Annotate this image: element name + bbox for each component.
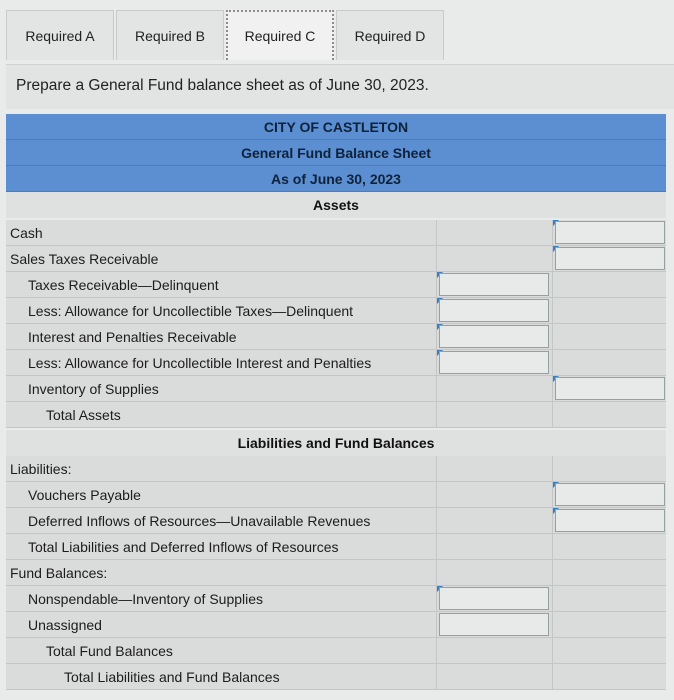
inventory-amount-input[interactable] — [555, 377, 665, 400]
row-label: Sales Taxes Receivable — [10, 251, 159, 267]
row-total-liabilities-deferred — [6, 534, 666, 560]
row-cash — [6, 220, 666, 246]
row-nonspendable — [6, 586, 666, 612]
row-label: Less: Allowance for Uncollectible Interest and Penalties — [28, 355, 372, 371]
row-total-fund-balances — [6, 638, 666, 664]
instruction-text: Prepare a General Fund balance sheet as of June 30, 2023. — [16, 77, 429, 94]
cell-col-a — [436, 402, 550, 428]
vouchers-amount-input[interactable] — [555, 483, 665, 506]
row-label: Total Fund Balances — [46, 643, 173, 659]
cell-col-a — [436, 560, 550, 586]
row-label: Vouchers Payable — [28, 487, 141, 503]
row-label: Total Liabilities and Fund Balances — [64, 669, 280, 685]
cell-col-b — [552, 220, 666, 246]
nonspendable-amount-input[interactable] — [439, 587, 549, 610]
cell-col-b — [552, 586, 666, 612]
row-vouchers-payable — [6, 482, 666, 508]
cell-col-b — [552, 560, 666, 586]
cell-col-b — [552, 298, 666, 324]
cell-col-b — [552, 456, 666, 482]
cell-col-a — [436, 508, 550, 534]
row-label: Cash — [10, 225, 43, 241]
row-total-liabilities-fund-balances — [6, 664, 666, 690]
row-inventory — [6, 376, 666, 402]
cell-col-b — [552, 638, 666, 664]
row-label: Less: Allowance for Uncollectible Taxes—Delinquent — [28, 303, 354, 319]
row-total-assets — [6, 402, 666, 428]
row-label: Inventory of Supplies — [28, 381, 159, 397]
row-label: Taxes Receivable—Delinquent — [28, 277, 219, 293]
cell-col-a — [436, 586, 550, 612]
cash-amount-input[interactable] — [555, 221, 665, 244]
cell-col-b — [552, 664, 666, 690]
deferred-amount-input[interactable] — [555, 509, 665, 532]
cell-col-a — [436, 298, 550, 324]
row-label: Nonspendable—Inventory of Supplies — [28, 591, 264, 607]
cell-col-b — [552, 508, 666, 534]
row-label: Total Liabilities and Deferred Inflows of Resources — [28, 539, 339, 555]
row-unassigned — [6, 612, 666, 638]
cell-col-a — [436, 482, 550, 508]
row-fund-balances-header — [6, 560, 666, 586]
cell-col-a — [436, 272, 550, 298]
statement-date: As of June 30, 2023 — [6, 166, 666, 192]
tab-required-a[interactable]: Required A — [6, 10, 114, 60]
tab-required-b[interactable]: Required B — [116, 10, 224, 60]
row-label: Fund Balances: — [10, 565, 108, 581]
cell-col-a — [436, 246, 550, 272]
cell-col-b — [552, 402, 666, 428]
liabilities-fund-balances-heading: Liabilities and Fund Balances — [6, 430, 666, 456]
cell-col-a — [436, 324, 550, 350]
allowance-interest-amount-input[interactable] — [439, 351, 549, 374]
row-interest-penalties — [6, 324, 666, 350]
taxes-delinquent-amount-input[interactable] — [439, 273, 549, 296]
cell-col-a — [436, 220, 550, 246]
row-liabilities-header — [6, 456, 666, 482]
cell-col-b — [552, 350, 666, 376]
row-label: Liabilities: — [10, 461, 72, 477]
tab-bar — [6, 10, 446, 62]
row-allowance-interest — [6, 350, 666, 376]
cell-col-b — [552, 246, 666, 272]
cell-col-b — [552, 324, 666, 350]
cell-col-b — [552, 376, 666, 402]
cell-col-a — [436, 534, 550, 560]
row-sales-taxes — [6, 246, 666, 272]
tab-required-c[interactable]: Required C — [226, 10, 334, 60]
row-label: Unassigned — [28, 617, 102, 633]
tab-required-d[interactable]: Required D — [336, 10, 444, 60]
row-label: Total Assets — [46, 407, 121, 423]
row-label: Deferred Inflows of Resources—Unavailable Revenues — [28, 513, 371, 529]
interest-penalties-amount-input[interactable] — [439, 325, 549, 348]
row-label: Interest and Penalties Receivable — [28, 329, 237, 345]
cell-col-a — [436, 350, 550, 376]
row-taxes-delinquent — [6, 272, 666, 298]
cell-col-a — [436, 376, 550, 402]
entity-title: CITY OF CASTLETON — [6, 114, 666, 140]
cell-col-a — [436, 664, 550, 690]
cell-col-b — [552, 534, 666, 560]
unassigned-amount-input[interactable] — [439, 613, 549, 636]
assets-heading: Assets — [6, 192, 666, 218]
cell-col-b — [552, 272, 666, 298]
cell-col-a — [436, 456, 550, 482]
cell-col-a — [436, 638, 550, 664]
cell-col-b — [552, 482, 666, 508]
statement-title: General Fund Balance Sheet — [6, 140, 666, 166]
allowance-taxes-amount-input[interactable] — [439, 299, 549, 322]
sales-taxes-amount-input[interactable] — [555, 247, 665, 270]
row-allowance-taxes — [6, 298, 666, 324]
cell-col-b — [552, 612, 666, 638]
cell-col-a — [436, 612, 550, 638]
row-deferred-inflows — [6, 508, 666, 534]
